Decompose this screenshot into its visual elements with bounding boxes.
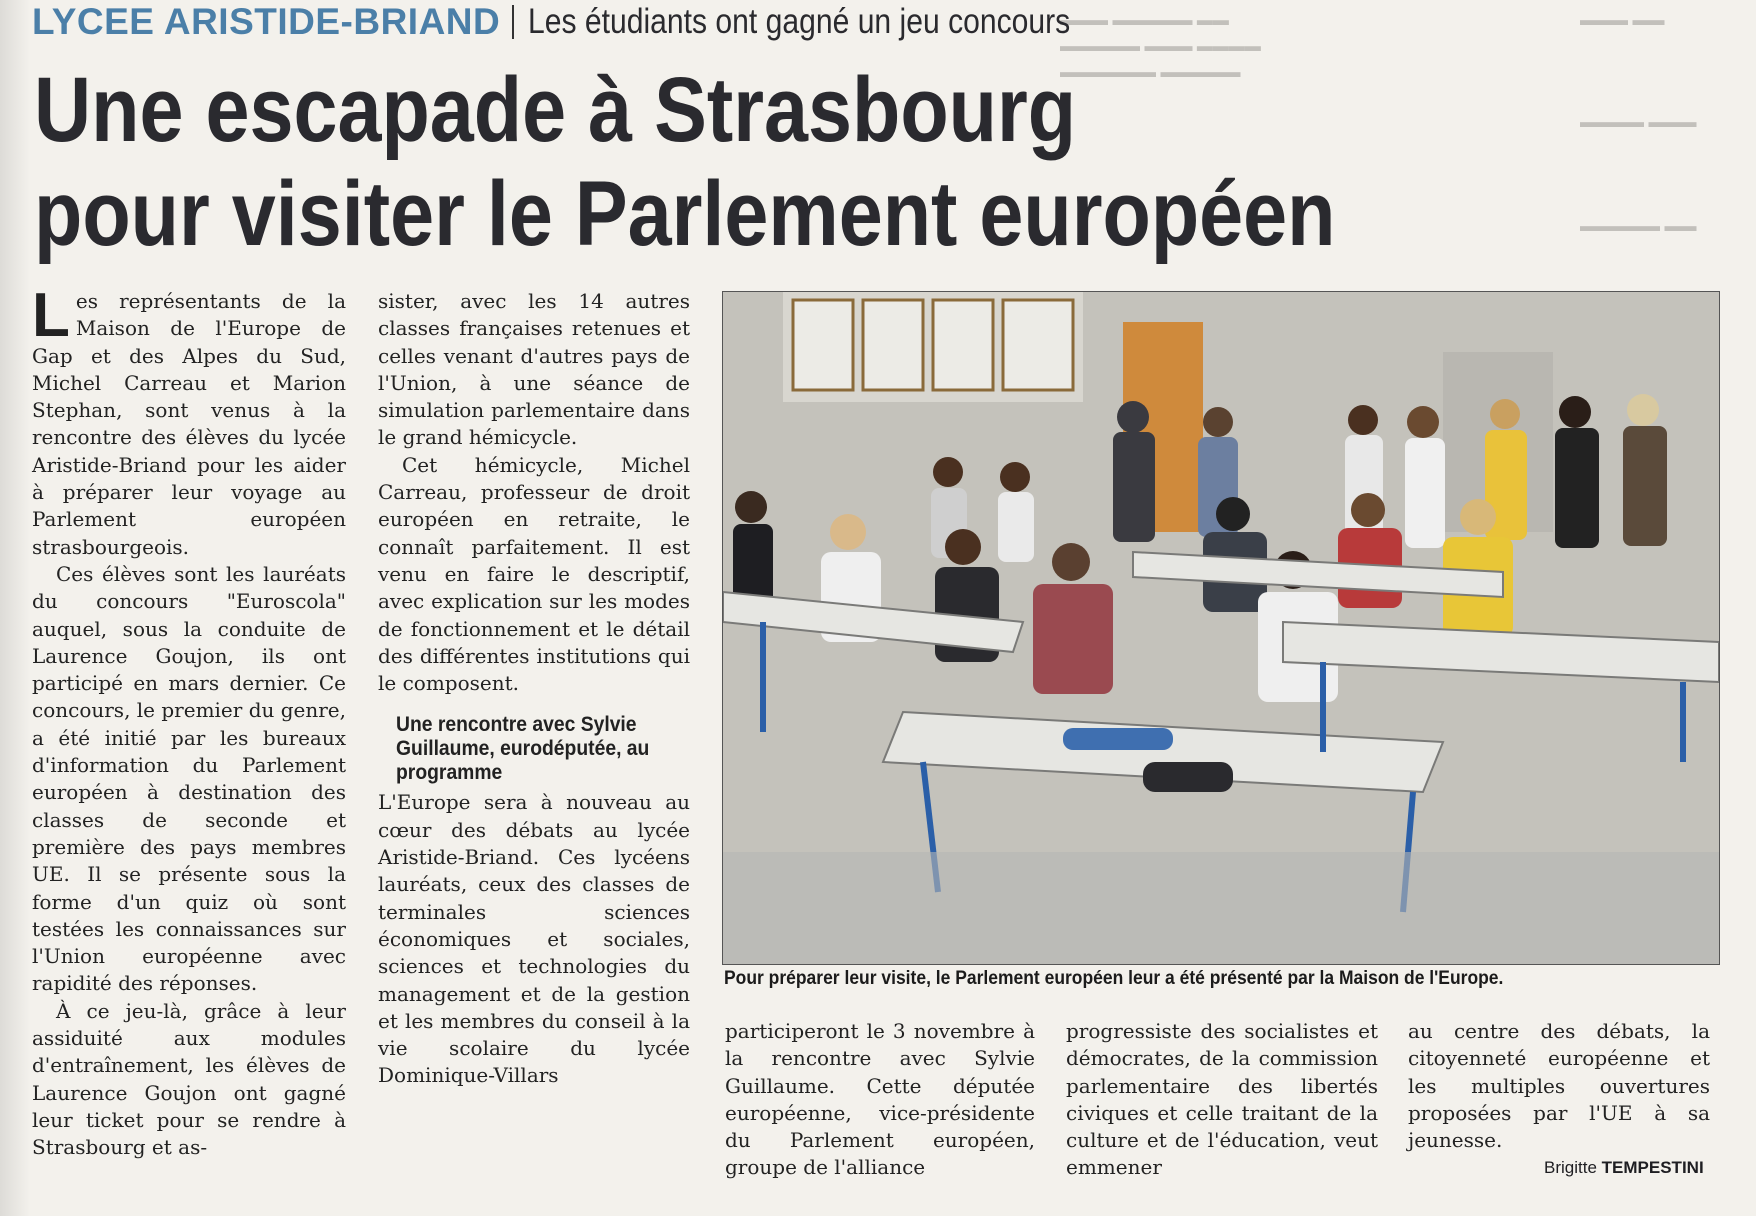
page-edge-shadow xyxy=(0,0,30,1216)
article-paragraph: au centre des débats, la citoyenneté européenne et les multiples ouvertures proposées par l'UE à sa jeunesse. xyxy=(1408,1019,1710,1153)
article-paragraph xyxy=(32,281,346,561)
bleed-through-text: ▬▬▬▬▬▬ ▬▬▬▬▬ xyxy=(1060,64,1241,81)
article-column-4 xyxy=(1066,1018,1378,1182)
author-byline xyxy=(1544,1158,1704,1178)
subheading: Une rencontre avec Sylvie Guillaume, eurodéputée, au programme xyxy=(396,713,650,785)
headline-line-2: pour visiter le Parlement européen xyxy=(34,163,1336,265)
kicker-subtitle: Les étudiants ont gagné un jeu concours xyxy=(528,2,1071,41)
kicker-divider xyxy=(512,5,514,39)
classroom-photo-illustration xyxy=(723,292,1719,964)
author-first-name: Brigitte xyxy=(1544,1158,1597,1177)
article-paragraph: progressiste des socialistes et démocrates, de la commission parlementaire des libertés civiques et celle traitant de la culture et de l'éducation, veut emmener xyxy=(1066,1019,1378,1180)
article-paragraph: À ce jeu-là, grâce à leur assiduité aux modules d'entraînement, les élèves de Laurence Goujon ont gagné leur ticket pour se rendre à Strasbourg et as- xyxy=(32,998,346,1160)
bleed-through-text: ▬▬▬▬ ▬▬▬ xyxy=(1580,114,1697,131)
paragraph-text: es représentants de la Maison de l'Europe de Gap et des Alpes du Sud, Michel Carreau et Marion Stephan, sont venus à la rencontre des élèves du lycée Aristide-Briand pour les aider à préparer leur voyage au Parlement européen strasbourgeois. xyxy=(32,289,346,559)
article-paragraph: Ces élèves sont les lauréats du concours "Euroscola" auquel, sous la conduite de Laurence Goujon, ils ont participé en mars dernier. Ce concours, le premier du genre, a été initié par les bureaux d'information du Parlement européen à destination des classes de seconde et première des pays membres UE. Il se présente sous la forme d'un quiz où sont testées les connaissances sur l'Union européenne avec rapidité des réponses. xyxy=(32,561,347,996)
article-paragraph: Cet hémicycle, Michel Carreau, professeur de droit européen en retraite, le connaît parfaitement. Il est venu en faire le descriptif, avec explication sur les modes de fonctionnement et le détail des différentes institutions qui le composent. xyxy=(378,452,690,696)
headline xyxy=(34,58,1336,266)
photo-caption: Pour préparer leur visite, le Parlement européen leur a été présenté par la Maison de l'Europe. xyxy=(724,968,1504,989)
bleed-through-text: ▬▬▬ ▬▬▬▬▬ ▬▬ xyxy=(1060,12,1229,29)
bleed-through-text: ▬▬▬ ▬▬ xyxy=(1580,12,1665,29)
article-column-5 xyxy=(1408,1018,1710,1154)
article-paragraph: participeront le 3 novembre à la rencontre avec Sylvie Guillaume. Cette députée européenne, vice-présidente du Parlement européen, groupe de l'alliance xyxy=(725,1019,1035,1180)
drop-cap: L xyxy=(32,281,70,350)
article-column-2 xyxy=(378,288,690,1090)
article-column-3 xyxy=(725,1018,1035,1182)
article-paragraph: sister, avec les 14 autres classes françaises retenues et celles venant d'autres pays de l'Union, à une séance de simulation parlementaire dans le grand hémicycle. xyxy=(378,289,690,450)
class-photo xyxy=(722,291,1720,965)
article-paragraph: L'Europe sera à nouveau au cœur des débats au lycée Aristide-Briand. Ces lycéens lauréats, ceux des classes de terminales sciences économiques et sociales, sciences et technologies du management et de la gestion et les membres du conseil à la vie scolaire du lycée Dominique-Villars xyxy=(378,790,690,1088)
author-last-name: TEMPESTINI xyxy=(1601,1158,1704,1177)
article-column-1 xyxy=(32,281,347,1162)
section-kicker xyxy=(32,0,1159,44)
bleed-through-text: ▬▬▬▬▬ ▬▬ xyxy=(1580,218,1697,235)
bleed-through-text: ▬▬▬▬▬ ▬▬▬ ▬▬▬▬ xyxy=(1060,38,1261,55)
section-name: LYCEE ARISTIDE-BRIAND xyxy=(32,1,501,42)
headline-line-1: Une escapade à Strasbourg xyxy=(34,59,1077,161)
